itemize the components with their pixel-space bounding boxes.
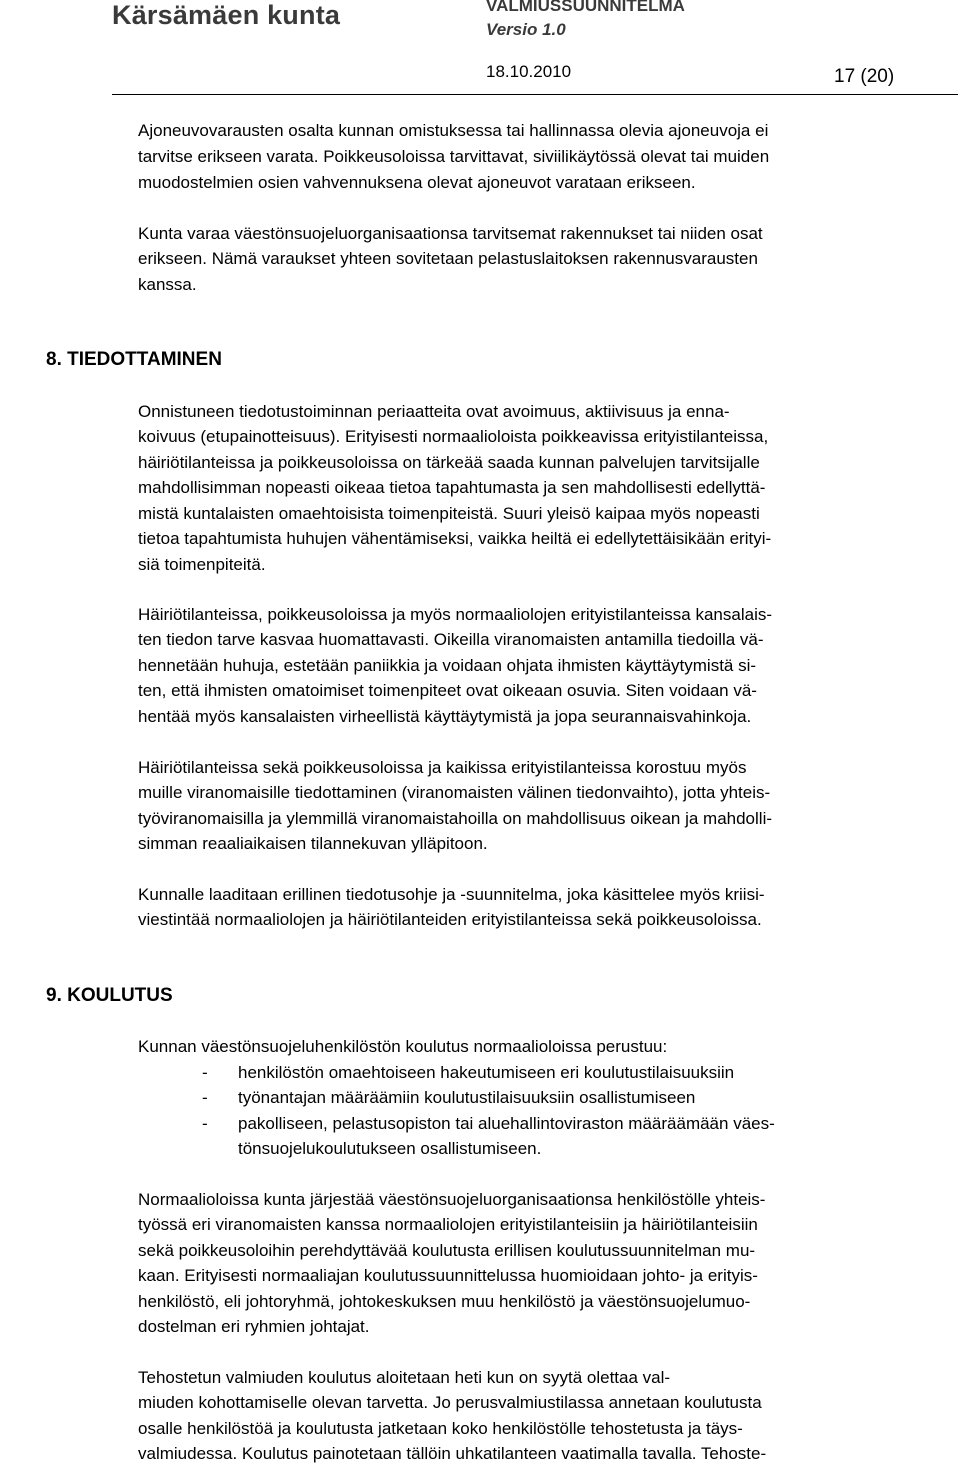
body-text-line: tietoa tapahtumista huhujen vähentämiseksi, vaikka heiltä ei edellytettäisikään erityi- [138, 529, 772, 548]
page-number: 17 (20) [834, 66, 895, 87]
body-text-line: muille viranomaisille tiedottaminen (viranomaisten välinen tiedonvaihto), jotta yhteis- [138, 783, 771, 802]
header-divider [112, 94, 958, 95]
body-text-line: erikseen. Nämä varaukset yhteen sovitetaan pelastuslaitoksen rakennusvarausten [138, 249, 758, 268]
document-title: VALMIUSSUUNNITELMA [486, 0, 685, 15]
body-text-line: miuden kohottamiselle olevan tarvetta. Jo perusvalmiustilassa annetaan koulutusta [138, 1393, 762, 1412]
list-item: henkilöstön omaehtoiseen hakeutumiseen eri koulutustilaisuuksiin [238, 1063, 735, 1082]
body-text-line: Häiriötilanteissa sekä poikkeusoloissa ja kaikissa erityistilanteissa korostuu myös [138, 758, 747, 777]
list-item-continuation: tönsuojelukoulutukseen osallistumiseen. [238, 1139, 542, 1158]
body-text-line: Onnistuneen tiedotustoiminnan periaatteita ovat avoimuus, aktiivisuus ja ennа- [138, 402, 730, 421]
body-text-line: koivuus (etupainotteisuus). Erityisesti normaalioloista poikkeavissa erityistilanteissa, [138, 427, 769, 446]
body-text-line: siä toimenpiteitä. [138, 555, 266, 574]
bullet-dash: - [202, 1114, 208, 1133]
body-text-line: osalle henkilöstöä ja koulutusta jatketaan koko henkilöstölle tehostetusta ja täys- [138, 1419, 743, 1438]
body-text-line: työssä eri viranomaisten kanssa normaaliolojen erityistilanteisiin ja häiriötilanteisiin [138, 1215, 758, 1234]
document-version: Versio 1.0 [486, 20, 566, 39]
bullet-dash: - [202, 1063, 208, 1082]
body-text-line: valmiudessa. Koulutus painotetaan tällöin uhkatilanteen vaatimalla tavalla. Tehoste- [138, 1444, 767, 1463]
body-text-line: mahdollisimman nopeasti oikeaa tietoa tapahtumasta ja sen mahdollisesti edellyttä- [138, 478, 766, 497]
body-text-line: Kunta varaa väestönsuojeluorganisaationsa tarvitsemat rakennukset tai niiden osat [138, 224, 763, 243]
section-heading-9: 9. KOULUTUS [46, 985, 173, 1006]
body-text-line: sekä poikkeusoloihin perehdyttävää koulutusta erillisen koulutussuunnitelman mu- [138, 1241, 756, 1260]
body-text-line: ten tiedon tarve kasvaa huomattavasti. Oikeilla viranomaisten antamilla tiedoilla vä- [138, 630, 764, 649]
body-text-line: työviranomaisilla ja ylemmillä viranomaistahoilla on mahdollisuus oikean ja mahdolli- [138, 809, 773, 828]
list-item: pakolliseen, pelastusopiston tai aluehallintoviraston määräämään väes- [238, 1114, 775, 1133]
body-text-line: viestintää normaaliolojen ja häiriötilanteiden erityistilanteissa sekä poikkeusoloissa. [138, 910, 762, 929]
organization-name: Kärsämäen kunta [112, 0, 341, 30]
body-text-line: Kunnalle laaditaan erillinen tiedotusohje ja -suunnitelma, joka käsittelee myös kriisi- [138, 885, 765, 904]
body-text-line: Tehostetun valmiuden koulutus aloitetaan heti kun on syytä olettaa val- [138, 1368, 671, 1387]
body-text-line: häiriötilanteissa ja poikkeusoloissa on tärkeää saada kunnan palvelujen tarvitsijalle [138, 453, 760, 472]
document-date: 18.10.2010 [486, 62, 572, 81]
body-text-line: Ajoneuvovarausten osalta kunnan omistuksessa tai hallinnassa olevia ajoneuvoja ei [138, 121, 769, 140]
body-text-line: kanssa. [138, 275, 197, 294]
body-text-line: tarvitse erikseen varata. Poikkeusoloissa tarvittavat, siviilikäytössä olevat tai muiden [138, 147, 770, 166]
body-text-line: mistä kuntalaisten omaehtoisista toimenpiteistä. Suuri yleisö kaipaa myös nopeasti [138, 504, 760, 523]
body-text-line: muodostelmien osien vahvennuksena olevat ajoneuvot varataan erikseen. [138, 173, 696, 192]
body-text-line: Kunnan väestönsuojeluhenkilöstön koulutus normaalioloissa perustuu: [138, 1037, 668, 1056]
body-text-line: henkilöstö, eli johtoryhmä, johtokeskuksen muu henkilöstö ja väestönsuojelumuo- [138, 1292, 751, 1311]
body-text-line: hennetään huhuja, estetään paniikkia ja voidaan ohjata ihmisten käyttäytymistä si- [138, 656, 757, 675]
body-text-line: dostelman eri ryhmien johtajat. [138, 1317, 370, 1336]
bullet-dash: - [202, 1088, 208, 1107]
body-text-line: simman reaaliaikaisen tilannekuvan ylläpitoon. [138, 834, 488, 853]
section-heading-8: 8. TIEDOTTAMINEN [46, 349, 222, 370]
body-text-line: kaan. Erityisesti normaaliajan koulutussuunnittelussa huomioidaan johto- ja erityis- [138, 1266, 758, 1285]
body-text-line: ten, että ihmisten omatoimiset toimenpiteet ovat oikeaan osuvia. Siten voidaan vä- [138, 681, 757, 700]
body-text-line: Häiriötilanteissa, poikkeusoloissa ja myös normaaliolojen erityistilanteissa kansalais- [138, 605, 773, 624]
list-item: työnantajan määräämiin koulutustilaisuuksiin osallistumiseen [238, 1088, 696, 1107]
body-text-line: hentää myös kansalaisten virheellistä käyttäytymistä ja jopa seurannaisvahinkoja. [138, 707, 752, 726]
body-text-line: Normaalioloissa kunta järjestää väestönsuojeluorganisaationsa henkilöstölle yhteis- [138, 1190, 766, 1209]
